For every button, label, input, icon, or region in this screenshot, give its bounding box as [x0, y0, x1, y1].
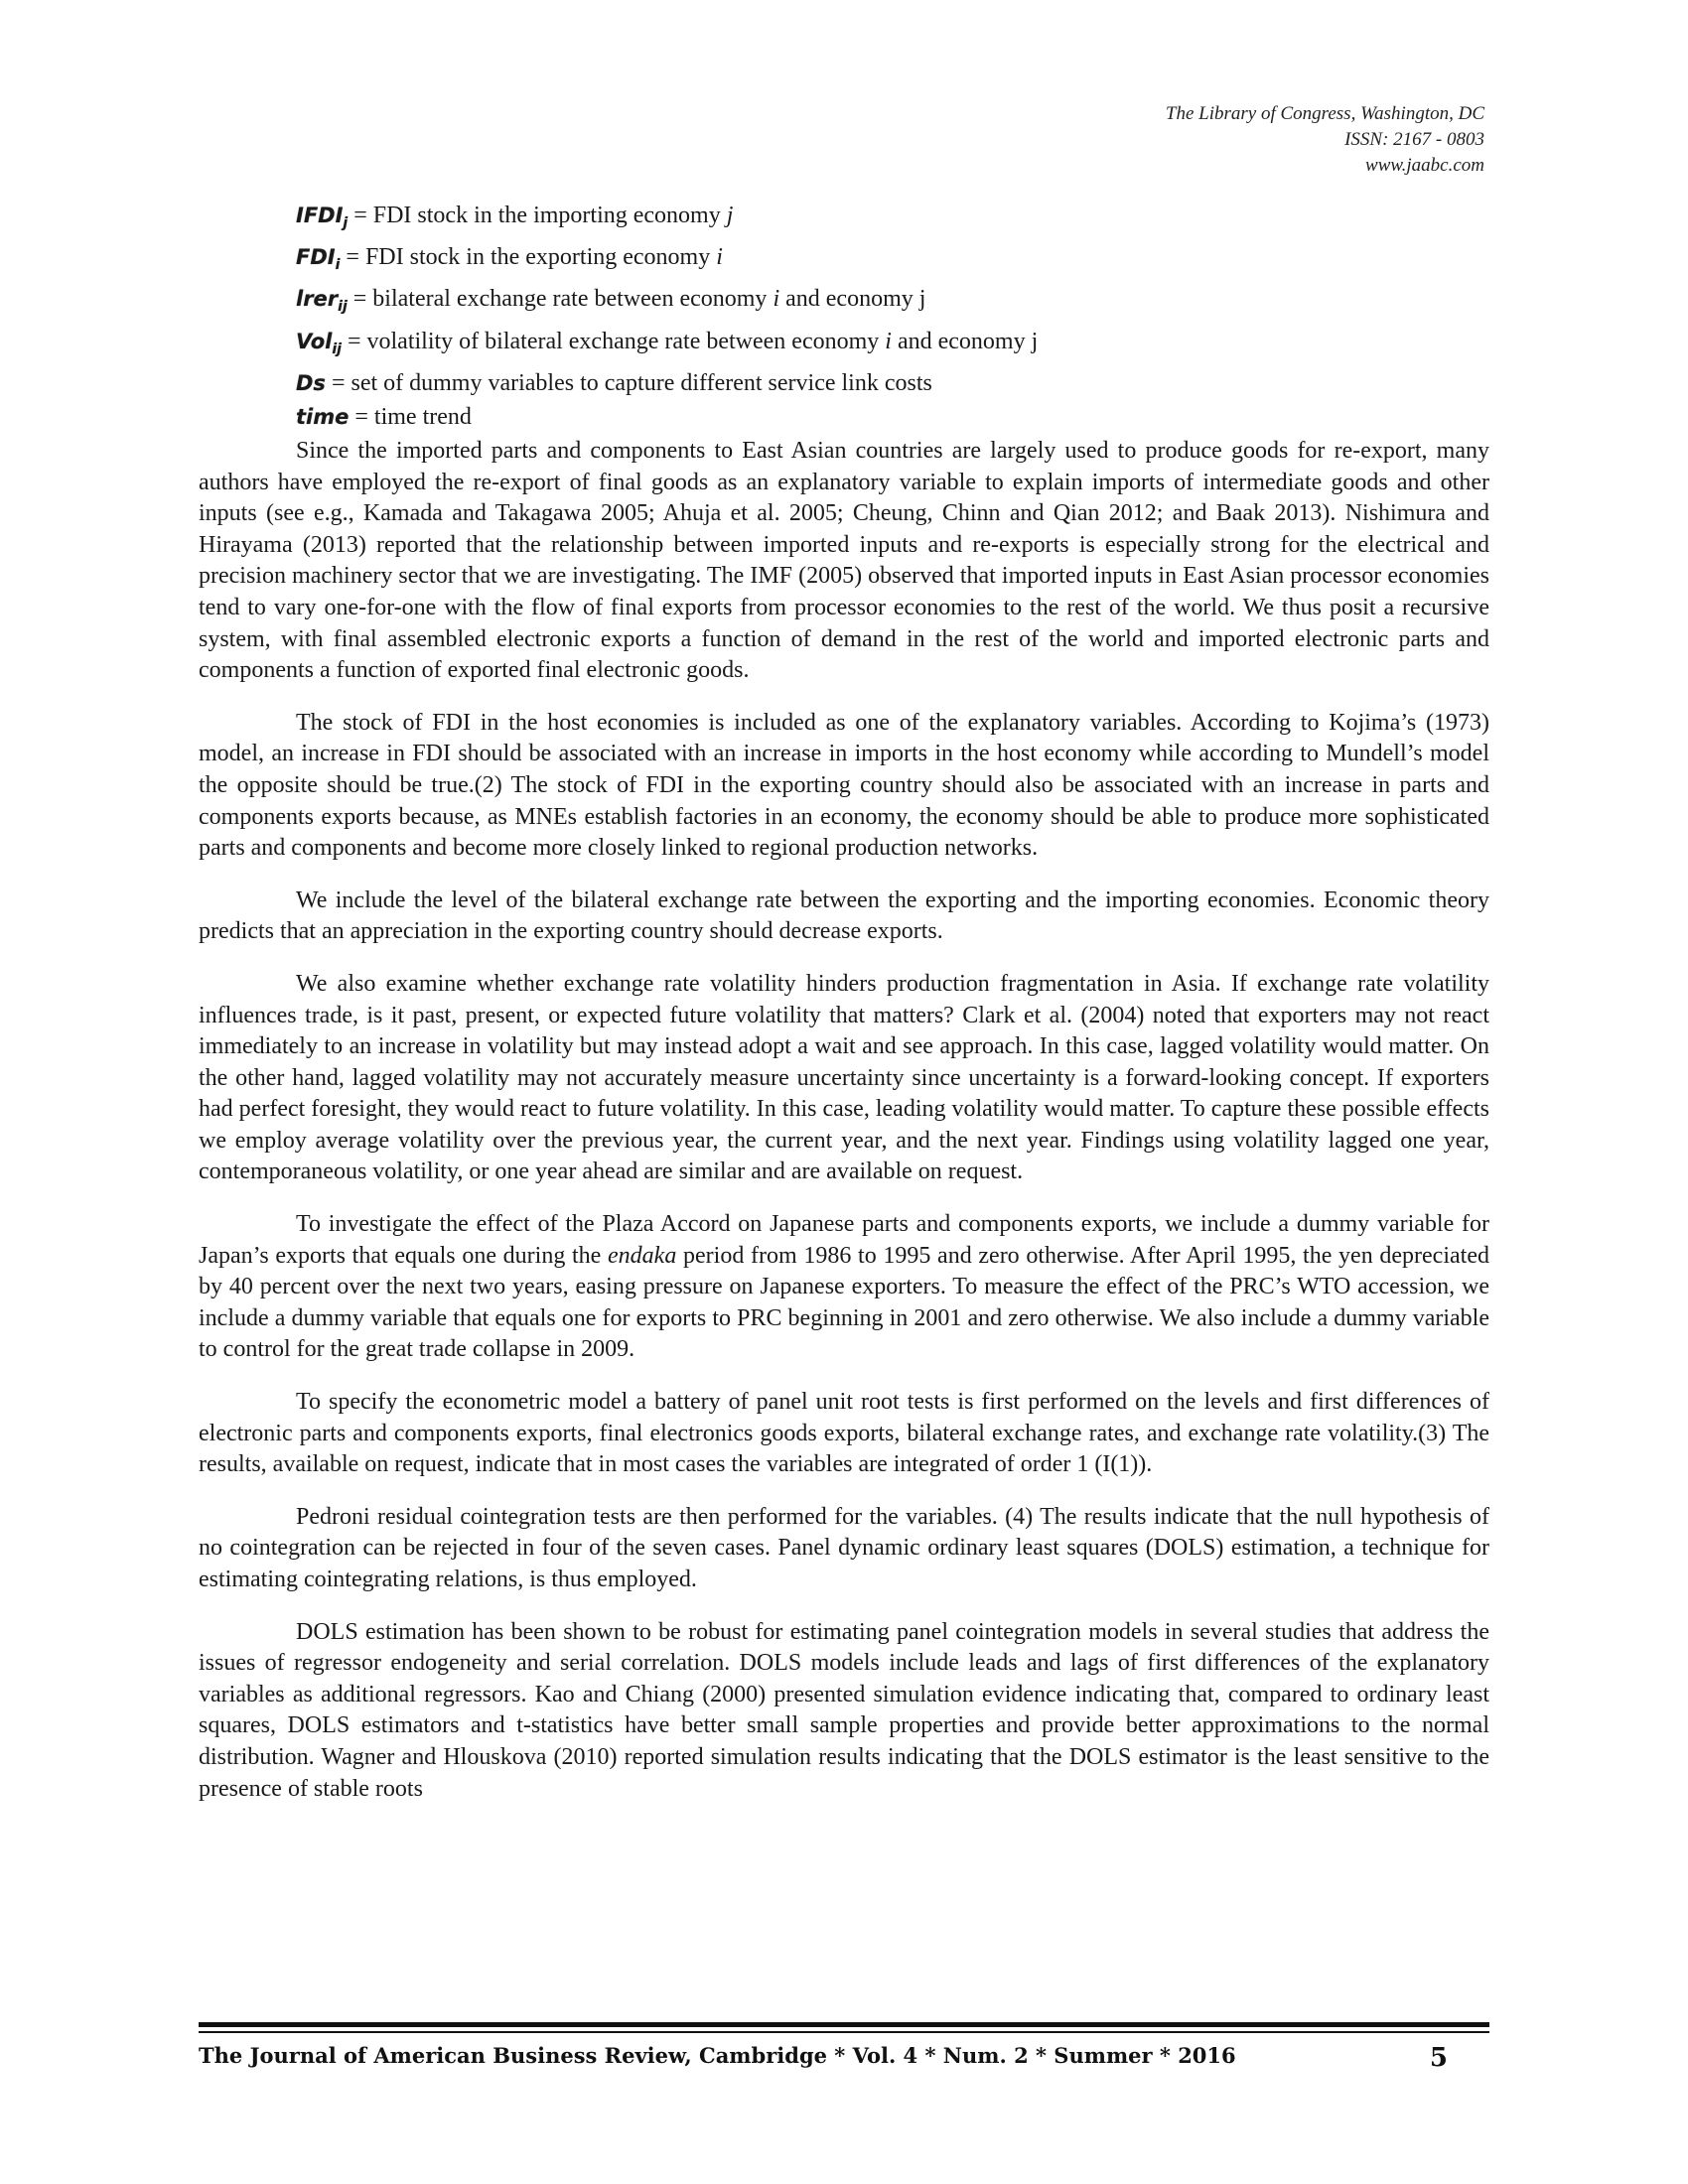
paragraph-unit-root: To specify the econometric model a battery of panel unit root tests is first performed on the levels and first differences of electronic parts and components exports, final electronics goods exports, bilateral exchange rates, and exchange rate volatility.(3) The results, available on request, indicate that in most cases the variables are integrated of order 1 (I(1)). — [199, 1389, 1489, 1478]
definition-lrer — [296, 282, 1487, 324]
symbol-lrer: lrer — [296, 287, 339, 312]
definition-ifdi — [296, 199, 1487, 240]
definition-vol-tail: and economy j — [891, 328, 1039, 354]
definition-time — [296, 400, 1487, 434]
symbol-fdi: FDI — [296, 245, 336, 270]
symbol-ds: Ds — [296, 370, 326, 395]
paragraph-plaza-accord-a: To investigate the effect of the Plaza Accord on Japanese parts and components exports, we include a dummy variable for Japan’s exports that equals one during the — [199, 1211, 1489, 1269]
symbol-time: time — [296, 404, 350, 429]
definition-ifdi-text: = FDI stock in the importing economy — [348, 203, 727, 228]
paragraph-dols: DOLS estimation has been shown to be robust for estimating panel cointegration models in several studies that address the issues of regressor endogeneity and serial correlation. DOLS models include leads and lags of first differences of the explanatory variables as additional regressors. Kao and Chiang (2000) presented simulation evidence indicating that, compared to ordinary least squares, DOLS estimators and t-statistics have better small sample properties and provide better approximations to the normal distribution. Wagner and Hlouskova (2010) reported simulation results indicating that the DOLS estimator is the least sensitive to the presence of stable roots — [199, 1618, 1489, 1802]
footer-rule-thick — [199, 2022, 1489, 2027]
symbol-vol: Vol — [296, 329, 333, 353]
running-header — [1166, 101, 1484, 179]
symbol-fdi-sub: i — [335, 257, 341, 274]
definition-vol — [296, 325, 1487, 366]
header-issn: ISSN: 2167 - 0803 — [1344, 129, 1484, 150]
paragraph-volatility: We also examine whether exchange rate volatility hinders production fragmentation in Asia. If exchange rate volatility influences trade, is it past, present, or expected future volatility that matters? Clark et al. (2004) noted that exporters may not react immediately to an increase in volatility but may instead adopt a wait and see approach. In this case, lagged volatility would matter. On the other hand, lagged volatility may not accurately measure uncertainty since uncertainty is a forward-looking concept. If exporters had perfect foresight, they would react to future volatility. In this case, leading volatility would matter. To capture these possible effects we employ average volatility over the previous year, the current year, and the next year. Findings using volatility lagged one year, contemporaneous volatility, or one year ahead are similar and are available on request. — [199, 970, 1489, 1185]
definition-vol-text: = volatility of bilateral exchange rate between economy — [341, 328, 886, 354]
definition-lrer-tail: and economy j — [779, 286, 926, 313]
paragraph-cointegration: Pedroni residual cointegration tests are then performed for the variables. (4) The results indicate that the null hypothesis of no cointegration can be rejected in four of the seven cases. Panel dynamic ordinary least squares (DOLS) estimation, a technique for estimating cointegrating relations, is thus employed. — [199, 1503, 1489, 1592]
definition-ds-text: = set of dummy variables to capture different service link costs — [325, 369, 932, 396]
page-number: 5 — [1429, 2043, 1448, 2073]
paragraph-fdi-stock: The stock of FDI in the host economies is included as one of the explanatory variables. According to Kojima’s (1973) model, an increase in FDI should be associated with an increase in imports in the host economy while according to Mundell’s model the opposite should be true.(2) The stock of FDI in the exporting country should also be associated with an increase in parts and components exports because, as MNEs establish factories in an economy, the economy should be able to produce more sophisticated parts and components and become more closely linked to regional production networks. — [199, 709, 1489, 862]
symbol-vol-sub: ij — [332, 341, 342, 357]
page-footer — [199, 2043, 1489, 2077]
definition-lrer-text: = bilateral exchange rate between economy — [347, 286, 774, 313]
footer-rule-thin — [199, 2031, 1489, 2033]
definition-lrer-var: i — [773, 286, 780, 313]
definition-time-text: = time trend — [349, 403, 472, 430]
paragraph-plaza-accord-endaka: endaka — [608, 1242, 677, 1269]
paragraph-plaza-accord-b: period from 1986 to 1995 and zero otherwise. After April 1995, the yen depreciated by 40 percent over the next two years, easing pressure on Japanese exporters. To measure the effect of the PRC’s WTO accession, we include a dummy variable that equals one for exports to PRC beginning in 2001 and zero otherwise. We also include a dummy variable to control for the great trade collapse in 2009. — [199, 1242, 1489, 1363]
symbol-ifdi: IFDI — [296, 204, 344, 227]
footer-journal: The Journal of American Business Review, Cambridge * Vol. 4 * Num. 2 * Summer * 2016 — [199, 2043, 1236, 2068]
paragraph-plaza-accord — [199, 1209, 1489, 1366]
symbol-ifdi-sub: j — [343, 215, 349, 232]
body-text — [199, 436, 1489, 1826]
definition-fdi-text: = FDI stock in the exporting economy — [340, 244, 717, 271]
definition-ifdi-var: j — [726, 203, 734, 228]
variable-definitions — [296, 199, 1487, 434]
definition-ds — [296, 366, 1487, 400]
definition-fdi — [296, 240, 1487, 282]
definition-fdi-var: i — [716, 244, 723, 271]
header-website: www.jaabc.com — [1365, 155, 1484, 176]
paragraph-exchange-rate: We include the level of the bilateral exchange rate between the exporting and the importing economies. Economic theory predicts that an appreciation in the exporting country should decrease exports. — [199, 887, 1489, 945]
definition-vol-var: i — [885, 328, 892, 354]
paragraph-reexport: Since the imported parts and components to East Asian countries are largely used to produce goods for re-export, many authors have employed the re-export of final goods as an explanatory variable to explain imports of intermediate goods and other inputs (see e.g., Kamada and Takagawa 2005; Ahuja et al. 2005; Cheung, Chinn and Qian 2012; and Baak 2013). Nishimura and Hirayama (2013) reported that the relationship between imported inputs and re-exports is especially strong for the electrical and precision machinery sector that we are investigating. The IMF (2005) observed that imported inputs in East Asian processor economies tend to vary one-for-one with the flow of final exports from processor economies to the rest of the world. We thus posit a recursive system, with final assembled electronic exports a function of demand in the rest of the world and imported electronic parts and components a function of exported final electronic goods. — [199, 438, 1489, 684]
header-library: The Library of Congress, Washington, DC — [1165, 103, 1484, 124]
symbol-lrer-sub: ij — [338, 299, 348, 316]
